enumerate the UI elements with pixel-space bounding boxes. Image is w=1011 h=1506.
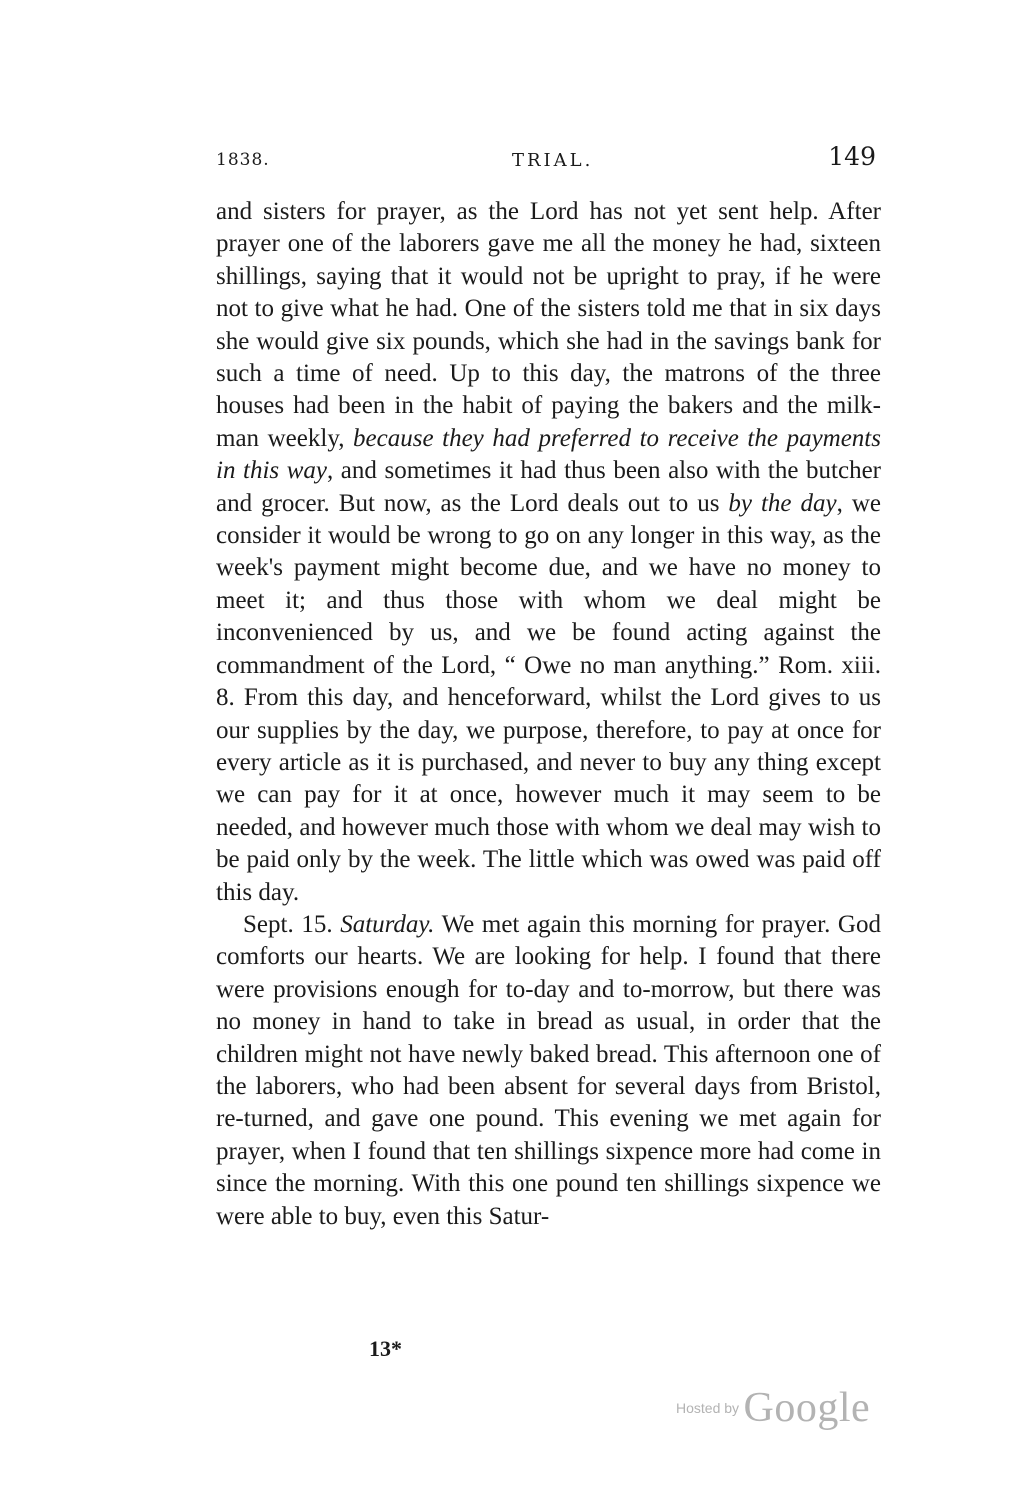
header-title: TRIAL. [512, 150, 594, 171]
entry-day: Saturday. [340, 910, 435, 938]
google-logo: Google [743, 1385, 871, 1431]
page-body [216, 196, 881, 1233]
paragraph-1-italic-a: because they had preferred to receive the payments in this way [216, 424, 881, 485]
paragraph-2 [216, 909, 881, 1233]
signature-mark: 13* [369, 1336, 402, 1361]
page-number: 149 [828, 142, 876, 171]
paragraph-1-text-a: and sisters for prayer, as the Lord has not yet sent help. After prayer one of the laborers gave me all the money he had, sixteen shillings, saying that it would not be upright to pray, if he were not to give what he had. One of the sisters told me that in six days she would give six pounds, which she had in the savings bank for such a time of need. Up to this day, the matrons of the three houses had been in the habit of paying the bakers and the milk-man weekly, [216, 198, 881, 452]
running-header [216, 142, 876, 182]
paragraph-1-text-b: , and sometimes it had thus been also with the butcher and grocer. But now, as the Lord deals out to us [216, 457, 882, 517]
paragraph-1-text-c: , we consider it would be wrong to go on any longer in this way, as the week's payment might become due, and we have no money to meet it; and thus those with whom we deal might be inconvenienced by us, and we be found acting against the commandment of the Lord, “ Owe no man anything.” Rom. xiii. 8. From this day, and henceforward, whilst the Lord gives to us our supplies by the day, we purpose, therefore, to pay at once for every article as it is purchased, and never to buy any thing except we can pay for it at once, however much it may seem to be needed, and however much those with whom we deal may wish to be paid only by the week. The little which was owed was paid off this day. [216, 489, 882, 906]
hosted-by-watermark [676, 1384, 870, 1432]
paragraph-1 [216, 196, 881, 909]
watermark-prefix: Hosted by [676, 1400, 740, 1416]
header-year: 1838. [216, 150, 270, 170]
entry-date: Sept. 15. [243, 910, 341, 938]
paragraph-2-text: We met again this morning for prayer. God comforts our hearts. We are looking for help. I found that there were provisions enough for to-day and to-morrow, but there was no money in hand to take in bread as usual, in order that the children might not have newly baked bread. This afternoon one of the laborers, who had been absent for several days from Bristol, re-turned, and gave one pound. This evening we met again for prayer, when I found that ten shillings sixpence more had come in since the morning. With this one pound ten shillings sixpence we were able to buy, even this Satur- [216, 910, 881, 1230]
paragraph-1-italic-b: by the day [728, 489, 837, 517]
